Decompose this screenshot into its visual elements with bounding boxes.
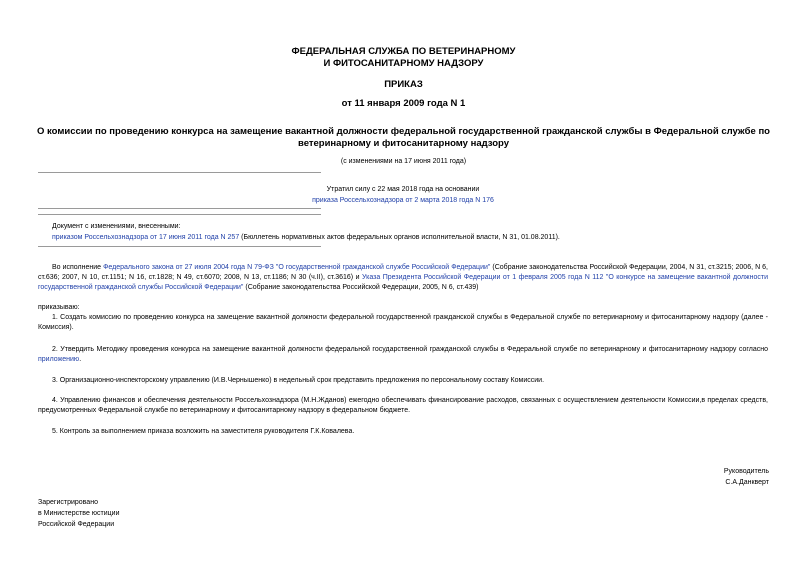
signature-position: Руководитель xyxy=(723,468,769,475)
preamble-text: (Собрание законодательства Российской Федерации, 2004, N 31, ст.3215; 2006, N 6, ст.636; 2007, N 10, ст.1151; N 16, ст.1828; N 49, ст.6070; 2008, N 13, ст.1186; N 30 (ч.II), ст.3616) и xyxy=(38,264,768,281)
repeal-link-wrap xyxy=(38,196,768,206)
order-item-3: 3. Организационно-инспекторскому управлению (И.В.Чернышенко) в недельный срок представить предложения по персональному составу Комиссии. xyxy=(52,377,545,384)
presidential-decree-link[interactable]: Указа Президента Российской Федерации от 1 февраля 2005 года N 112 "О конкурсе на замещение вакантной должности государственной гражданской службы Российской Федерации" xyxy=(38,274,768,291)
registration-line2: в Министерстве юстиции xyxy=(38,510,120,517)
preamble-paragraph xyxy=(38,263,768,293)
signature-name: С.А.Данкверт xyxy=(725,479,769,486)
registration-line1: Зарегистрировано xyxy=(38,499,98,506)
order-item-2-end: . xyxy=(79,356,82,363)
bulletin-reference: (Бюллетень нормативных актов федеральных органов исполнительной власти, N 31, 01.08.2011). xyxy=(239,234,560,241)
amending-order-link[interactable]: приказом Россельхознадзора от 17 июня 2011 года N 257 xyxy=(52,234,240,241)
document-title-line2: ветеринарному и фитосанитарному надзору xyxy=(297,138,509,149)
document-type: ПРИКАЗ xyxy=(384,79,423,90)
order-item-1: 1. Создать комиссию по проведению конкурса на замещение вакантной должности федеральной государственной гражданской службы в Федеральной службе по ветеринарному и фитосанитарному надзору (далее - Комиссия). xyxy=(38,314,768,331)
order-item-2 xyxy=(38,345,768,365)
changes-line xyxy=(52,233,772,243)
federal-law-link[interactable]: Федерального закона от 27 июля 2004 года N 79-ФЗ "О государственной гражданской службе Российской Федерации" xyxy=(103,264,491,271)
amendments-note: (с изменениями на 17 июня 2011 года) xyxy=(340,158,467,165)
order-item-2-text: 2. Утвердить Методику проведения конкурса на замещение вакантной должности федеральной государственной гражданской службы в Федеральной службе по ветеринарному и фитосанитарному надзору согласно xyxy=(52,346,768,353)
repeal-order-link[interactable]: приказа Россельхознадзора от 2 марта 2018 года N 176 xyxy=(312,197,494,204)
appendix-link[interactable]: приложению xyxy=(38,356,80,363)
agency-name-line1: ФЕДЕРАЛЬНАЯ СЛУЖБА ПО ВЕТЕРИНАРНОМУ xyxy=(291,46,516,57)
divider-rule xyxy=(38,208,321,209)
preamble-text: Во исполнение xyxy=(52,264,104,271)
registration-line3: Российской Федерации xyxy=(38,521,115,528)
divider-rule xyxy=(38,246,321,247)
order-item-5: 5. Контроль за выполнением приказа возложить на заместителя руководителя Г.К.Ковалева. xyxy=(52,428,355,435)
preamble-text: (Собрание законодательства Российской Федерации, 2005, N 6, ст.439) xyxy=(243,284,479,291)
changes-label: Документ с изменениями, внесенными: xyxy=(52,223,181,230)
divider-rule xyxy=(38,172,321,173)
order-word: приказываю: xyxy=(38,304,80,311)
agency-name-line2: И ФИТОСАНИТАРНОМУ НАДЗОРУ xyxy=(323,58,484,69)
document-date: от 11 января 2009 года N 1 xyxy=(341,98,466,109)
document-title-line1: О комиссии по проведению конкурса на замещение вакантной должности федеральной государственной гражданской службы в Федеральной службе по xyxy=(37,126,770,137)
divider-rule xyxy=(38,214,321,215)
order-item-4: 4. Управлению финансов и обеспечения деятельности Россельхознадзора (М.Н.Жданов) ежегодно обеспечивать финансирование расходов, связанных с осуществлением деятельности Комиссии,в пределах средств, предусмотренных Федеральной службе по ветеринарному и фитосанитарному надзору в федеральном бюджете. xyxy=(38,397,768,414)
repeal-note: Утратил силу с 22 мая 2018 года на основании xyxy=(326,186,480,193)
